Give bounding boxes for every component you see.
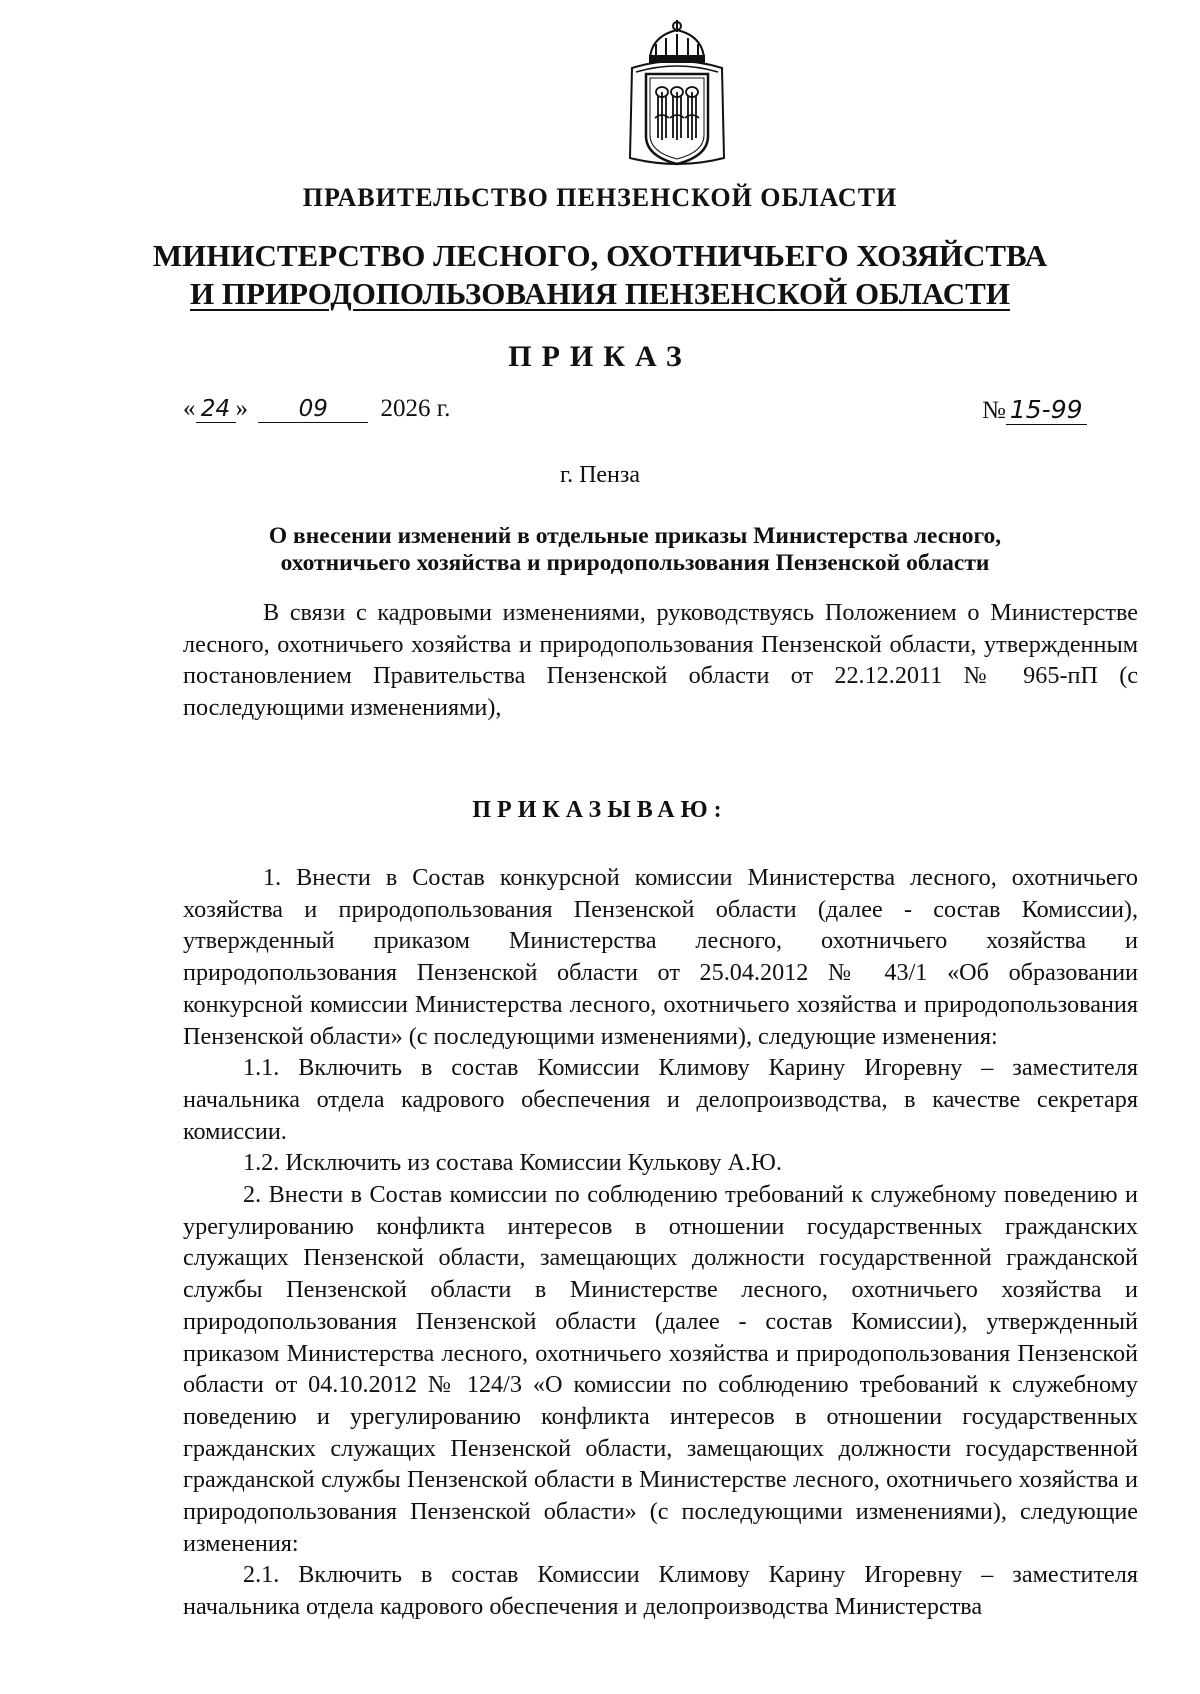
number-prefix: № [982, 397, 1006, 424]
date-month: 09 [258, 396, 368, 423]
number-value: 15-99 [1006, 395, 1087, 425]
date-year: 2026 г. [380, 395, 451, 422]
item-1-1: 1.1. Включить в состав Комиссии Климову Карину Игоревну – заместителя начальника отдела кадрового обеспечения и делопроизводства, в качестве секретаря комиссии. [183, 1054, 1138, 1145]
ministry-heading-line2-text: И ПРИРОДОПОЛЬЗОВАНИЯ ПЕНЗЕНСКОЙ ОБЛАСТИ [190, 276, 1010, 311]
date-day: 24 [196, 396, 236, 423]
city-line: г. Пенза [559, 462, 641, 488]
document-type-title: ПРИКАЗ [508, 340, 692, 373]
date-close-quote: » [235, 395, 248, 422]
coat-of-arms-emblem [622, 18, 732, 176]
item-2-1: 2.1. Включить в состав Комиссии Климову Карину Игоревну – заместителя начальника отдела кадрового обеспечения и делопроизводства Министерства [183, 1561, 1138, 1621]
order-subject [170, 523, 1100, 577]
ministry-heading-line1: МИНИСТЕРСТВО ЛЕСНОГО, ОХОТНИЧЬЕГО ХОЗЯЙСТВА [152, 238, 1048, 273]
subject-line-1: О внесении изменений в отдельные приказы Министерства лесного, [268, 523, 1002, 549]
item-1: 1. Внести в Состав конкурсной комиссии Министерства лесного, охотничьего хозяйства и природопользования Пензенской области (далее - состав Комиссии), утвержденный приказом Министерства лесного, охотничьего хозяйства и природопользования Пензенской области от 25.04.2012 № 43/1 «Об образовании конкурсной комиссии Министерства лесного, охотничьего хозяйства и природопользования Пензенской области» (с последующими изменениями), следующие изменения: [183, 864, 1138, 1050]
order-number [982, 395, 1087, 425]
government-heading: ПРАВИТЕЛЬСТВО ПЕНЗЕНСКОЙ ОБЛАСТИ [302, 183, 898, 212]
preamble-paragraph: В связи с кадровыми изменениями, руководствуясь Положением о Министерстве лесного, охотничьего хозяйства и природопользования Пензенской области, утвержденным постановлением Правительства Пензенской области от 22.12.2011 № 965-пП (с последующими изменениями), [183, 599, 1138, 722]
order-date [183, 395, 450, 423]
date-open-quote: « [183, 395, 196, 422]
subject-line-2: охотничьего хозяйства и природопользования Пензенской области [280, 550, 990, 576]
order-items [183, 862, 1138, 1623]
ministry-heading-line2 [0, 276, 1200, 312]
item-1-2: 1.2. Исключить из состава Комиссии Кулькову А.Ю. [243, 1149, 782, 1177]
item-2: 2. Внести в Состав комиссии по соблюдению требований к служебному поведению и урегулированию конфликта интересов в отношении государственных гражданских служащих Пензенской области, замещающих должности государственной гражданской службы Пензенской области в Министерстве лесного, охотничьего хозяйства и природопользования Пензенской области (далее - состав Комиссии), утвержденный приказом Министерства лесного, охотничьего хозяйства и природопользования Пензенской области от 04.10.2012 № 124/3 «О комиссии по соблюдению требований к служебному поведению и урегулированию конфликта интересов в отношении государственных гражданских служащих Пензенской области, замещающих должности государственной гражданской службы Пензенской области в Министерстве лесного, охотничьего хозяйства и природопользования Пензенской области» (с последующими изменениями), следующие изменения: [183, 1181, 1138, 1557]
order-directive-heading: ПРИКАЗЫВАЮ: [472, 797, 728, 823]
